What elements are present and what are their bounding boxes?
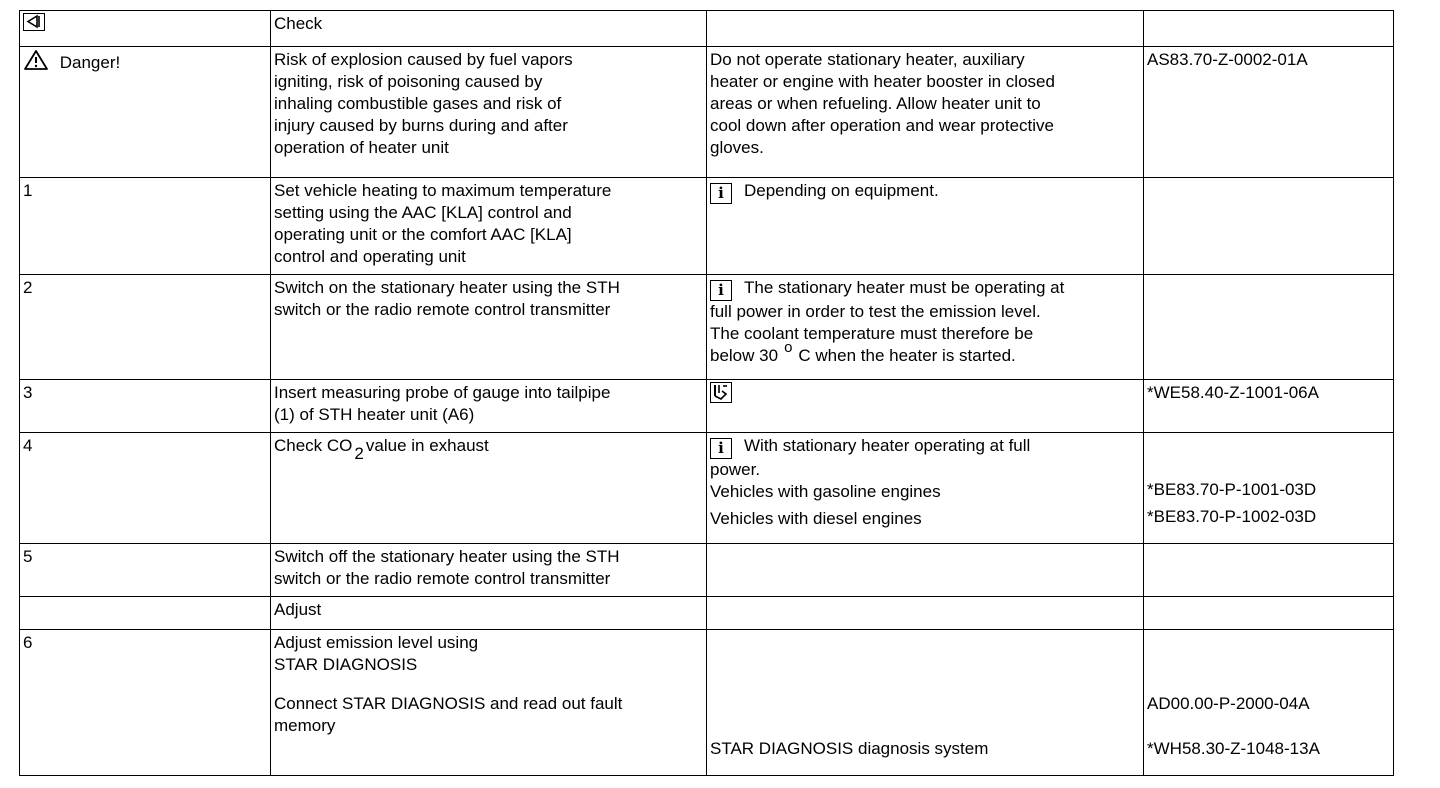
step-row (20, 178, 1394, 275)
step-text: Switch on the stationary heater using the STH switch or the radio remote control transmitter (271, 275, 707, 380)
adjust-section-title: Adjust (271, 597, 707, 630)
step-number: 2 (20, 275, 271, 380)
step-row (20, 630, 1394, 776)
danger-label-cell (20, 47, 271, 178)
danger-measure-cell: Do not operate stationary heater, auxiliary heater or engine with heater booster in closed areas or when refueling. Allow heater unit to cool down after operation and wear protective gloves. (707, 47, 1144, 178)
danger-row (20, 47, 1394, 178)
step-number: 4 (20, 433, 271, 544)
warning-triangle-icon (23, 53, 60, 72)
system-label: STAR DIAGNOSIS diagnosis system (710, 739, 989, 758)
system-ref-link[interactable]: *WH58.30-Z-1048-13A (1147, 739, 1320, 758)
step-number: 6 (20, 630, 271, 776)
adjust-ref-link[interactable]: AD00.00-P-2000-04A (1147, 694, 1310, 713)
triangle-left-in-box-icon[interactable] (23, 13, 45, 31)
info-icon: i (710, 438, 732, 459)
step-note (707, 630, 1144, 776)
variant-ref-link[interactable]: *BE83.70-P-1001-03D (1147, 480, 1317, 499)
step-text: Check CO 2 value in exhaust (271, 433, 707, 544)
step-note: i Depending on equipment. (707, 178, 1144, 275)
step-ref-cell (1144, 433, 1394, 544)
check-header-row (20, 11, 1394, 47)
step-ref-cell (1144, 630, 1394, 776)
danger-ref-link[interactable]: AS83.70-Z-0002-01A (1144, 47, 1394, 178)
step-text: Insert measuring probe of gauge into tailpipe (1) of STH heater unit (A6) (271, 380, 707, 433)
variant-label: Vehicles with gasoline engines (710, 482, 941, 501)
check-section-title: Check (271, 11, 707, 47)
info-icon: i (710, 183, 732, 204)
variant-label: Vehicles with diesel engines (710, 509, 922, 528)
step-row (20, 433, 1394, 544)
step-row (20, 275, 1394, 380)
danger-label: Danger! (59, 53, 121, 72)
step-note: i The stationary heater must be operating at full power in order to test the emission level. The coolant temperature must therefore be below 30 o C when the heater is started. (707, 275, 1144, 380)
danger-risk-cell: Risk of explosion caused by fuel vapors igniting, risk of poisoning caused by inhaling combustible gases and risk of injury caused by burns during and after operation of heater unit (271, 47, 707, 178)
step-text: Set vehicle heating to maximum temperature setting using the AAC [KLA] control and operating unit or the comfort AAC [KLA] control and operating unit (271, 178, 707, 275)
special-tool-icon[interactable] (710, 382, 732, 403)
step-note: i With stationary heater operating at full power. Vehicles with gasoline engines Vehicles with diesel engines (707, 433, 1144, 544)
step-text: Switch off the stationary heater using the STH switch or the radio remote control transmitter (271, 544, 707, 597)
step-note (707, 380, 1144, 433)
step-text: Adjust emission level using STAR DIAGNOSIS Connect STAR DIAGNOSIS and read out fault memory (271, 630, 707, 776)
step-row (20, 544, 1394, 597)
step-number: 3 (20, 380, 271, 433)
step-ref-link[interactable]: *WE58.40-Z-1001-06A (1144, 380, 1394, 433)
adjust-header-row (20, 597, 1394, 630)
step-row (20, 380, 1394, 433)
step-number: 5 (20, 544, 271, 597)
variant-ref-link[interactable]: *BE83.70-P-1002-03D (1147, 507, 1317, 526)
step-number: 1 (20, 178, 271, 275)
info-icon: i (710, 280, 732, 301)
procedure-table (19, 10, 1394, 776)
back-cell (20, 11, 271, 47)
